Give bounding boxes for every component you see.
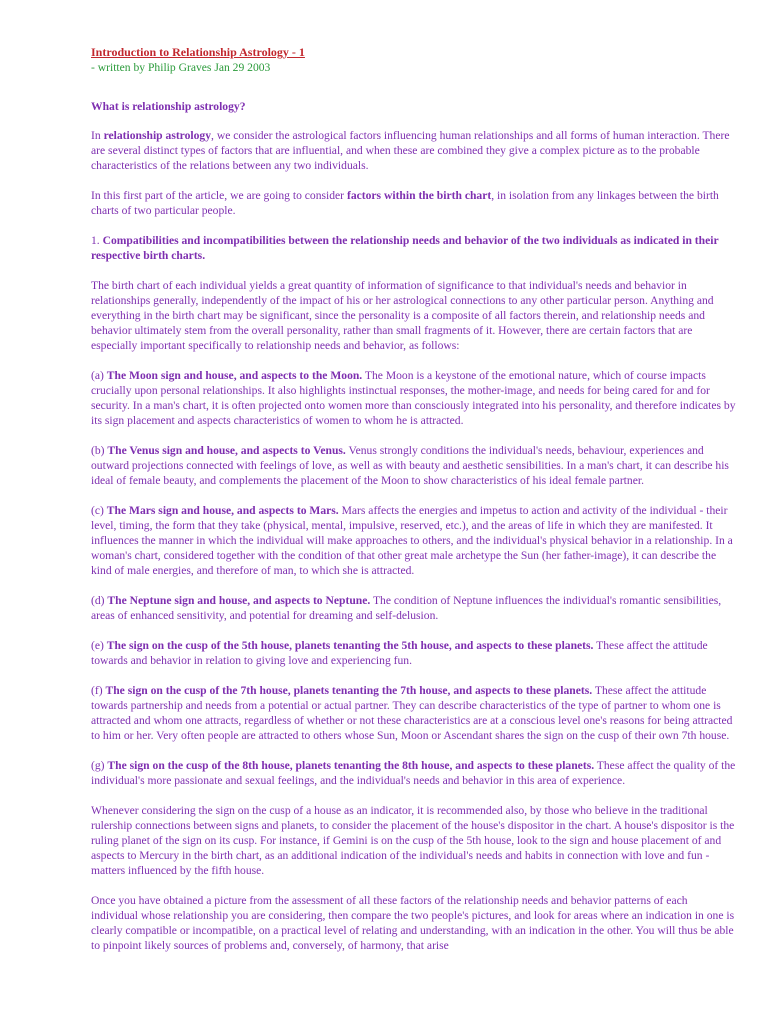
paragraph-mars: (c) The Mars sign and house, and aspects to Mars. Mars affects the energies and impetus to action and activity of the individual - their level, timing, the form that they take (physical, mental, impulsive, reserved, etc.), and the areas of life in which they are manifested. It influences the manner in which the individual will make approaches to others, and the individual's physical behavior in a relationship. In a woman's chart, considered together with the condition of that other great male archetype the Sun (her father-image), it can describe the kind of male energies, and therefore of man, to which she is attracted. [91, 504, 733, 577]
paragraph-venus: (b) The Venus sign and house, and aspects to Venus. Venus strongly conditions the individual's needs, behaviour, experiences and outward projections connected with feelings of love, as well as with beauty and aesthetic sensibilities. In a man's chart, it can describe his ideal of female beauty, and complements the placement of the Moon to show characteristics of his ideal female partner. [91, 444, 729, 487]
paragraph-dispositor: Whenever considering the sign on the cusp of a house as an indicator, it is recommended also, by those who believe in the traditional rulership connections between signs and planets, to consider the placement of the house's dispositor in the chart. A house's dispositor is the ruling planet of the sign on its cusp. For instance, if Gemini is on the cusp of the 5th house, look to the sign and house placement of and aspects to Mercury in the birth chart, as an additional indication of the individual's needs and habits in connection with love and fun - matters influenced by the fifth house. [91, 804, 735, 877]
article [91, 45, 736, 968]
paragraph-5th-house: (e) The sign on the cusp of the 5th house, planets tenanting the 5th house, and aspects to these planets. These affect the attitude towards and behavior in relation to giving love and experiencing fun. [91, 639, 708, 667]
paragraph-first-part: In this first part of the article, we are going to consider factors within the birth chart, in isolation from any linkages between the birth charts of two particular people. [91, 189, 719, 217]
article-byline: - written by Philip Graves Jan 29 2003 [91, 61, 271, 74]
paragraph-intro: In relationship astrology, we consider the astrological factors influencing human relationships and all forms of human interaction. There are several distinct types of factors that are influential, and when these are combined they give a complex picture as to the probable characteristics of the relations between any two individuals. [91, 129, 730, 172]
section-heading: What is relationship astrology? [91, 100, 246, 113]
paragraph-moon: (a) The Moon sign and house, and aspects to the Moon. The Moon is a keystone of the emotional nature, which of course impacts crucially upon personal relationships. It also highlights instinctual responses, the mother-image, and needs for being cared for and for security. In a man's chart, it is often projected onto women more than consciously integrated into his personality, and therefore indicates by its sign placement and aspects characteristics of women to whom he is attracted. [91, 369, 736, 427]
paragraph-comparison: Once you have obtained a picture from the assessment of all these factors of the relationship needs and behavior patterns of each individual whose relationship you are considering, then compare the two people's pictures, and look for areas where an indication in one is clearly compatible or incompatible, on a practical level of relating and understanding, with an indication in the other. You will thus be able to pinpoint likely sources of problems and, conversely, of harmony, that arise [91, 894, 735, 952]
paragraph-birth-chart: The birth chart of each individual yields a great quantity of information of significance to that individual's needs and behavior in relationships generally, independently of the impact of his or her astrological connections to any other particular person. Anything and everything in the birth chart may be significant, since the personality is a composite of all factors therein, and relationship needs and behavior ultimately stem from the overall personality, rather than small fragments of it. However, there are certain factors that are especially important specifically to relationship needs and behavior, as follows: [91, 279, 714, 352]
paragraph-8th-house: (g) The sign on the cusp of the 8th house, planets tenanting the 8th house, and aspects to these planets. These affect the quality of the individual's more passionate and sexual feelings, and the individual's needs and behavior in this area of experience. [91, 759, 736, 787]
article-title[interactable]: Introduction to Relationship Astrology - 1 [91, 45, 305, 59]
paragraph-7th-house: (f) The sign on the cusp of the 7th house, planets tenanting the 7th house, and aspects to these planets. These affect the attitude towards partnership and needs from a potential or actual partner. They can describe characteristics of the type of partner to whom one is attracted and whom one attracts, regardless of whether or not these characteristics are at a conscious level one's reasons for being attracted to him or her. Very often people are attracted to others whose Sun, Moon or Ascendant shares the sign on the cusp of their own 7th house. [91, 684, 733, 742]
paragraph-point-1: 1. Compatibilities and incompatibilities between the relationship needs and behavior of the two individuals as indicated in their respective birth charts. [91, 234, 719, 262]
paragraph-neptune: (d) The Neptune sign and house, and aspects to Neptune. The condition of Neptune influences the individual's romantic sensibilities, areas of enhanced sensitivity, and potential for dreaming and self-delusion. [91, 594, 722, 622]
